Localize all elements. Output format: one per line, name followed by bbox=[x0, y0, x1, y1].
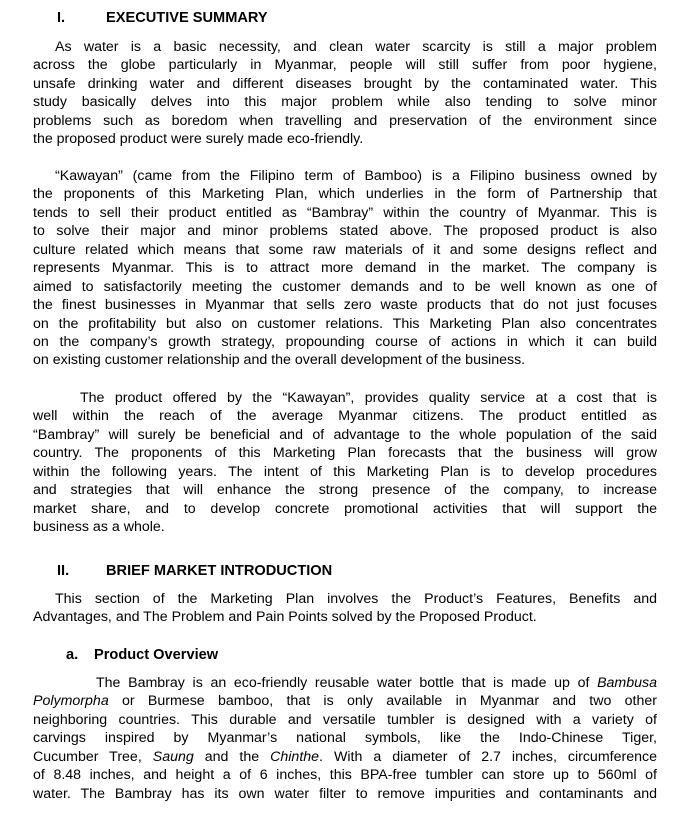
text-segment: business as a whole. bbox=[33, 519, 165, 536]
heading-product-overview bbox=[33, 646, 657, 664]
text-segment: within the following years. The intent of this Marketing Plan is to develop procedures bbox=[33, 463, 657, 480]
text-segment: the finest businesses in Myanmar that sells zero waste products that do not just focuses bbox=[33, 297, 657, 314]
text-line bbox=[33, 518, 657, 536]
text-segment: aimed to satisfactorily meeting the customer demands and to be well known as one of bbox=[33, 278, 657, 295]
text-line bbox=[33, 407, 657, 425]
heading-number: II. bbox=[57, 563, 70, 579]
text-line bbox=[33, 204, 657, 222]
text-segment: on existing customer relationship and the overall development of the business. bbox=[33, 352, 526, 369]
text-segment: on the profitability but also on customer relations. This Marketing Plan also concentrates bbox=[33, 315, 657, 332]
text-line bbox=[33, 56, 657, 74]
text-segment: to solve their major and minor problems stated above. The proposed product is also bbox=[33, 223, 657, 240]
text-segment: tends to sell their product entitled as “Bambray” within the country of Myanmar. This is bbox=[33, 204, 657, 221]
text-segment: market share, and to develop concrete promotional activities that will support the bbox=[33, 500, 657, 517]
heading-number: a. bbox=[66, 647, 79, 663]
heading-number: I. bbox=[57, 10, 66, 26]
heading-brief-market-introduction bbox=[33, 562, 657, 580]
text-line bbox=[33, 785, 657, 803]
text-line bbox=[33, 259, 657, 277]
text-segment: of 8.48 inches, and height a of 6 inches, this BPA-free tumbler can store up to 560ml of bbox=[33, 767, 657, 784]
text-segment: Cucumber Tree, bbox=[33, 748, 153, 765]
text-line bbox=[33, 748, 657, 766]
text-segment: The Bambray is an eco-friendly reusable water bottle that is made up of bbox=[96, 675, 598, 691]
text-segment: The product offered by the “Kawayan”, provides quality service at a cost that is bbox=[80, 390, 657, 406]
text-line bbox=[33, 729, 657, 747]
italic-text: Bambusa bbox=[597, 675, 657, 691]
text-line bbox=[33, 278, 657, 296]
paragraph-2 bbox=[33, 167, 657, 370]
paragraph-5 bbox=[33, 674, 657, 803]
heading-title: BRIEF MARKET INTRODUCTION bbox=[106, 563, 333, 579]
text-line bbox=[33, 590, 657, 608]
text-segment: across the globe particularly in Myanmar, people will still suffer from poor hygiene, bbox=[33, 57, 657, 74]
text-line bbox=[33, 426, 657, 444]
text-line bbox=[33, 674, 657, 692]
text-line bbox=[33, 112, 657, 130]
text-line bbox=[33, 38, 657, 56]
heading-title: Product Overview bbox=[94, 647, 219, 663]
text-segment: problems such as boredom when travelling and preservation of the environment since bbox=[33, 112, 657, 129]
heading-executive-summary bbox=[33, 9, 657, 27]
text-segment: represents Myanmar. This is to attract more demand in the market. The company is bbox=[33, 260, 657, 277]
text-line bbox=[33, 389, 657, 407]
text-segment: the proponents of this Marketing Plan, which underlies in the form of Partnership that bbox=[33, 186, 657, 203]
text-segment: neighboring countries. This durable and versatile tumbler is designed with a variety of bbox=[33, 711, 657, 728]
text-line bbox=[33, 444, 657, 462]
italic-text: Polymorpha bbox=[33, 693, 109, 710]
text-segment: and strategies that will enhance the strong presence of the company, to increase bbox=[33, 482, 657, 499]
paragraph-3 bbox=[33, 389, 657, 537]
text-line bbox=[33, 167, 657, 185]
heading-title: EXECUTIVE SUMMARY bbox=[106, 10, 268, 26]
text-segment: the proposed product were surely made eco-friendly. bbox=[33, 131, 364, 148]
text-segment: This section of the Marketing Plan involves the Product’s Features, Benefits and bbox=[55, 591, 657, 607]
text-segment: well within the reach of the average Myanmar citizens. The product entitled as bbox=[33, 408, 657, 425]
text-line bbox=[33, 351, 657, 369]
text-line bbox=[33, 766, 657, 784]
text-segment: study basically delves into this major problem while also tending to solve minor bbox=[33, 94, 657, 111]
text-line bbox=[33, 481, 657, 499]
text-line bbox=[33, 222, 657, 240]
text-segment: carvings inspired by Myanmar’s national symbols, like the Indo-Chinese Tiger, bbox=[33, 730, 657, 747]
text-segment: country. The proponents of this Marketing Plan forecasts that the business will grow bbox=[33, 445, 657, 462]
text-segment: and the bbox=[193, 748, 271, 765]
text-line bbox=[33, 608, 657, 626]
text-segment: . With a diameter of 2.7 inches, circumference bbox=[319, 748, 657, 765]
text-segment: water. The Bambray has its own water filter to remove impurities and contaminants and bbox=[33, 785, 657, 802]
text-segment: Advantages, and The Problem and Pain Points solved by the Proposed Product. bbox=[33, 609, 537, 626]
text-line bbox=[33, 463, 657, 481]
text-segment: culture related which means that some raw materials of it and some designs reflect and bbox=[33, 241, 657, 258]
paragraph-4 bbox=[33, 590, 657, 627]
text-line bbox=[33, 75, 657, 93]
text-line bbox=[33, 692, 657, 710]
text-segment: on the company’s growth strategy, propounding course of actions in which it can build bbox=[33, 333, 657, 350]
text-line bbox=[33, 93, 657, 111]
text-segment: “Kawayan” (came from the Filipino term of Bamboo) is a Filipino business owned by bbox=[55, 168, 657, 184]
text-line bbox=[33, 296, 657, 314]
text-line bbox=[33, 130, 657, 148]
paragraph-1 bbox=[33, 38, 657, 149]
text-segment: or Burmese bamboo, that is only available in Myanmar and two other bbox=[108, 693, 657, 710]
text-line bbox=[33, 500, 657, 518]
italic-text: Chinthe bbox=[270, 748, 320, 765]
text-segment: As water is a basic necessity, and clean water scarcity is still a major problem bbox=[55, 39, 657, 55]
text-line bbox=[33, 185, 657, 203]
text-line bbox=[33, 711, 657, 729]
text-line bbox=[33, 333, 657, 351]
text-segment: unsafe drinking water and different diseases brought by the contaminated water. This bbox=[33, 75, 657, 92]
italic-text: Saung bbox=[152, 748, 194, 765]
text-line bbox=[33, 315, 657, 333]
text-line bbox=[33, 241, 657, 259]
text-segment: “Bambray” will surely be beneficial and of advantage to the whole population of the said bbox=[33, 426, 657, 443]
